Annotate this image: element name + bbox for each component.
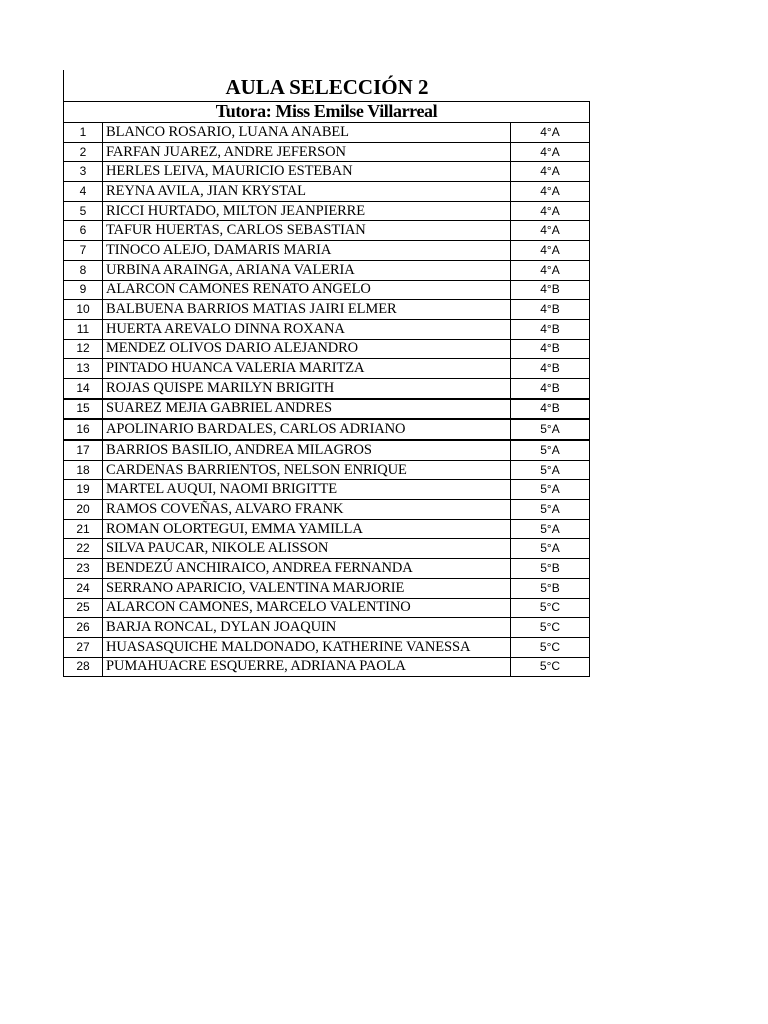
table-row <box>64 378 590 398</box>
row-number: 6 <box>64 221 103 241</box>
page-title: AULA SELECCIÓN 2 <box>225 75 429 99</box>
student-name: ALARCON CAMONES RENATO ANGELO <box>103 280 511 300</box>
student-name: BARRIOS BASILIO, ANDREA MILAGROS <box>103 440 511 460</box>
student-grade: 4°B <box>511 300 590 320</box>
table-row <box>64 618 590 638</box>
student-grade: 4°A <box>511 221 590 241</box>
student-name: TAFUR HUERTAS, CARLOS SEBASTIAN <box>103 221 511 241</box>
table-row <box>64 637 590 657</box>
student-name: MARTEL AUQUI, NAOMI BRIGITTE <box>103 480 511 500</box>
row-number: 26 <box>64 618 103 638</box>
student-grade: 5°A <box>511 480 590 500</box>
student-grade: 5°A <box>511 539 590 559</box>
row-number: 9 <box>64 280 103 300</box>
row-number: 4 <box>64 182 103 202</box>
student-name: BALBUENA BARRIOS MATIAS JAIRI ELMER <box>103 300 511 320</box>
tutor-subtitle: Tutora: Miss Emilse Villarreal <box>215 101 438 121</box>
table-row <box>64 359 590 379</box>
student-grade: 4°A <box>511 241 590 261</box>
student-grade: 5°A <box>511 460 590 480</box>
student-name: SERRANO APARICIO, VALENTINA MARJORIE <box>103 578 511 598</box>
student-grade: 4°A <box>511 123 590 143</box>
student-grade: 5°A <box>511 419 590 440</box>
student-grade: 4°A <box>511 260 590 280</box>
table-row <box>64 221 590 241</box>
table-row <box>64 578 590 598</box>
table-row <box>64 241 590 261</box>
student-grade: 4°B <box>511 319 590 339</box>
table-row <box>64 260 590 280</box>
student-grade: 5°B <box>511 559 590 579</box>
row-number: 16 <box>64 419 103 440</box>
row-number: 17 <box>64 440 103 460</box>
student-grade: 4°B <box>511 339 590 359</box>
table-row <box>64 399 590 420</box>
student-grade: 5°B <box>511 578 590 598</box>
student-name: PUMAHUACRE ESQUERRE, ADRIANA PAOLA <box>103 657 511 677</box>
student-grade: 4°B <box>511 359 590 379</box>
student-name: BLANCO ROSARIO, LUANA ANABEL <box>103 123 511 143</box>
table-row <box>64 657 590 677</box>
row-number: 24 <box>64 578 103 598</box>
student-name: HERLES LEIVA, MAURICIO ESTEBAN <box>103 162 511 182</box>
row-number: 14 <box>64 378 103 398</box>
student-name: HUERTA AREVALO DINNA ROXANA <box>103 319 511 339</box>
row-number: 27 <box>64 637 103 657</box>
student-name: ALARCON CAMONES, MARCELO VALENTINO <box>103 598 511 618</box>
student-grade: 5°C <box>511 637 590 657</box>
table-row <box>64 519 590 539</box>
student-grade: 5°A <box>511 440 590 460</box>
student-grade: 5°C <box>511 618 590 638</box>
table-row <box>64 280 590 300</box>
table-row <box>64 300 590 320</box>
student-grade: 4°B <box>511 280 590 300</box>
row-number: 18 <box>64 460 103 480</box>
table-row <box>64 201 590 221</box>
row-number: 21 <box>64 519 103 539</box>
student-grade: 4°A <box>511 182 590 202</box>
student-name: SILVA PAUCAR, NIKOLE ALISSON <box>103 539 511 559</box>
student-grade: 4°B <box>511 399 590 420</box>
student-name: ROMAN OLORTEGUI, EMMA YAMILLA <box>103 519 511 539</box>
student-name: BARJA RONCAL, DYLAN JOAQUIN <box>103 618 511 638</box>
row-number: 28 <box>64 657 103 677</box>
table-row <box>64 559 590 579</box>
row-number: 20 <box>64 500 103 520</box>
student-name: FARFAN JUAREZ, ANDRE JEFERSON <box>103 142 511 162</box>
student-name: HUASASQUICHE MALDONADO, KATHERINE VANESSA <box>103 637 511 657</box>
row-number: 3 <box>64 162 103 182</box>
table-row <box>64 162 590 182</box>
row-number: 10 <box>64 300 103 320</box>
table-row <box>64 480 590 500</box>
row-number: 13 <box>64 359 103 379</box>
table-row <box>64 460 590 480</box>
title-block <box>63 70 590 101</box>
row-number: 12 <box>64 339 103 359</box>
student-name: MENDEZ OLIVOS DARIO ALEJANDRO <box>103 339 511 359</box>
student-name: PINTADO HUANCA VALERIA MARITZA <box>103 359 511 379</box>
table-row <box>64 182 590 202</box>
student-name: CARDENAS BARRIENTOS, NELSON ENRIQUE <box>103 460 511 480</box>
table-row <box>64 539 590 559</box>
student-name: BENDEZÚ ANCHIRAICO, ANDREA FERNANDA <box>103 559 511 579</box>
row-number: 15 <box>64 399 103 420</box>
student-name: TINOCO ALEJO, DAMARIS MARIA <box>103 241 511 261</box>
subtitle-block <box>63 101 590 122</box>
student-name: SUAREZ MEJIA GABRIEL ANDRES <box>103 399 511 420</box>
row-number: 23 <box>64 559 103 579</box>
student-grade: 4°B <box>511 378 590 398</box>
roster-sheet <box>63 70 590 677</box>
row-number: 19 <box>64 480 103 500</box>
student-grade: 5°C <box>511 598 590 618</box>
student-grade: 4°A <box>511 201 590 221</box>
student-table <box>63 122 590 677</box>
row-number: 8 <box>64 260 103 280</box>
student-grade: 4°A <box>511 142 590 162</box>
student-name: RAMOS COVEÑAS, ALVARO FRANK <box>103 500 511 520</box>
row-number: 2 <box>64 142 103 162</box>
student-name: RICCI HURTADO, MILTON JEANPIERRE <box>103 201 511 221</box>
student-name: URBINA ARAINGA, ARIANA VALERIA <box>103 260 511 280</box>
row-number: 11 <box>64 319 103 339</box>
student-grade: 4°A <box>511 162 590 182</box>
row-number: 1 <box>64 123 103 143</box>
student-grade: 5°A <box>511 500 590 520</box>
table-row <box>64 440 590 460</box>
student-name: APOLINARIO BARDALES, CARLOS ADRIANO <box>103 419 511 440</box>
student-grade: 5°A <box>511 519 590 539</box>
row-number: 5 <box>64 201 103 221</box>
row-number: 7 <box>64 241 103 261</box>
student-name: REYNA AVILA, JIAN KRYSTAL <box>103 182 511 202</box>
table-row <box>64 500 590 520</box>
student-grade: 5°C <box>511 657 590 677</box>
row-number: 25 <box>64 598 103 618</box>
table-row <box>64 419 590 440</box>
student-name: ROJAS QUISPE MARILYN BRIGITH <box>103 378 511 398</box>
table-row <box>64 598 590 618</box>
table-row <box>64 142 590 162</box>
table-row <box>64 319 590 339</box>
row-number: 22 <box>64 539 103 559</box>
table-row <box>64 123 590 143</box>
table-row <box>64 339 590 359</box>
